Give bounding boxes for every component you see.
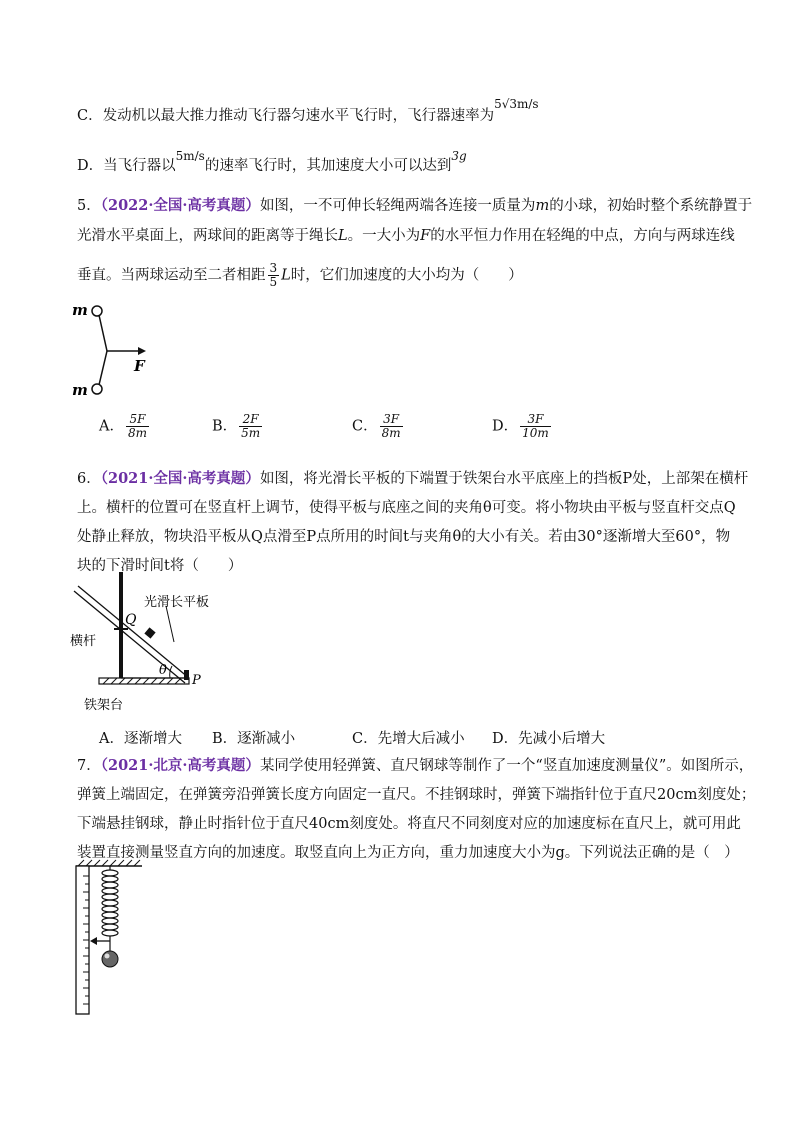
q5-ball-bottom [92,384,102,394]
q5-text-c: 光滑水平桌面上，两球间的距离等于绳长 [77,228,338,244]
q5-text-f: 垂直。当两球运动至二者相距 [77,267,266,284]
q7-spring [102,866,118,952]
q5-option-c-frac [380,413,403,440]
q5-figure [70,298,160,398]
q5-option-a-num: 5F [126,413,149,427]
q5-option-a [99,413,151,440]
q6-leader-board [166,606,174,642]
q5-option-a-label: A． [99,418,124,435]
q7-text-1: 某同学使用轻弹簧、直尺钢球等制作了一个“竖直加速度测量仪”。如图所示， [259,758,754,774]
q7-line2: 弹簧上端固定，在弹簧旁沿弹簧长度方向固定一直尺。不挂钢球时，弹簧下端指针位于直尺20cm刻度处； [77,787,756,803]
q6-line3: 处静止释放，物块沿平板从Q点滑至P点所用的时间t与夹角θ的大小有关。若由30°逐渐增大至60°，物 [77,529,731,545]
q5-L: L [338,228,348,244]
q5-line1 [77,196,752,216]
q5-fig-m-bottom: m [72,381,88,398]
q5-m: m [535,198,550,214]
q6-option-c: C．先增大后减小 [352,731,465,747]
q6-fig-bar: 横杆 [70,634,97,649]
q6-line2: 上。横杆的位置可在竖直杆上调节，使得平板与底座之间的夹角θ可变。将小物块由平板与竖直杆交点Q [77,500,736,516]
q6-option-d: D．先减小后增大 [492,731,606,747]
q4-option-d-value: 3g [451,149,467,163]
q5-option-b-num: 2F [239,413,262,427]
q5-option-b-frac [239,413,262,440]
q6-line4: 块的下滑时间t将（ ） [77,558,243,574]
q5-text-d: 。一大小为 [347,228,421,244]
q4-option-d-text-b: 的速率飞行时，其加速度大小可以达到 [204,158,452,174]
q4-option-d-speed: 5m/s [175,149,205,163]
q7-line4: 装置直接测量竖直方向的加速度。取竖直向上为正方向，重力加速度大小为g。下列说法正确的是（ ） [77,845,739,861]
q5-fraction [268,262,280,289]
q7-pointer-head [90,937,97,945]
q5-rope-bottom [99,351,107,385]
q7-line3: 下端悬挂钢球，静止时指针位于直尺40cm刻度处。将直尺不同刻度对应的加速度标在直尺上，就可用此 [77,816,741,832]
q5-option-d [492,413,553,440]
q6-block [144,627,155,638]
q6-fig-theta: θ [159,663,167,678]
q7-number: 7． [77,758,101,774]
q6-stop-plate [184,670,189,680]
q5-text-g: 时，它们加速度的大小均为（ ） [290,267,523,284]
q5-option-a-frac [126,413,149,440]
q5-text-e: 的水平恒力作用在轻绳的中点，方向与两球连线 [430,228,735,244]
q5-option-d-den: 10m [522,426,549,440]
q5-option-c-num: 3F [380,413,403,427]
q5-option-b [212,413,264,440]
q7-source: （2021·北京·高考真题） [100,757,260,774]
q6-source: （2021·全国·高考真题） [100,470,260,487]
q5-option-d-num: 3F [520,413,551,427]
q5-line3 [77,262,523,289]
q5-option-c-den: 8m [381,426,401,440]
q5-option-b-label: B． [212,418,238,435]
q6-fig-board: 光滑长平板 [144,595,210,610]
q5-text-a: 如图，一不可伸长轻绳两端各连接一质量为 [259,198,536,214]
q5-option-d-frac [520,413,551,440]
q6-fig-stand: 铁架台 [84,698,124,713]
q5-frac-L: L [281,267,291,284]
q5-option-a-den: 8m [127,426,147,440]
q6-number: 6． [77,471,101,487]
q4-option-c-value: 5√3m/s [494,97,539,111]
q5-option-c-label: C． [352,418,378,435]
q5-arrowhead [138,347,146,355]
q5-option-c [352,413,405,440]
q6-line1 [77,469,748,489]
q4-option-d-text-a: D．当飞行器以 [77,158,176,174]
q5-fig-m-top: m [72,301,88,319]
q5-F: F [420,228,431,244]
q7-steel-ball [102,951,118,967]
q6-fig-P: P [192,673,201,688]
q5-ball-top [92,306,102,316]
q7-ball-highlight [105,954,110,959]
q5-source: （2022·全国·高考真题） [100,197,260,214]
q7-line1 [77,756,753,776]
q4-option-c-text: C．发动机以最大推力推动飞行器匀速水平飞行时，飞行器速率为 [77,108,495,124]
q5-frac-num: 3 [269,261,278,275]
q5-line2 [77,226,735,246]
q5-text-b: 的小球，初始时整个系统静置于 [549,198,753,214]
q4-option-c [77,97,539,126]
q5-frac-den: 5 [269,275,278,289]
q6-text-1: 如图，将光滑长平板的下端置于铁架台水平底座上的挡板P处，上部架在横杆 [259,471,749,487]
q5-rope-top [99,315,107,351]
q6-figure [66,566,256,716]
q4-option-d [77,149,467,176]
q5-number: 5． [77,198,101,214]
q6-option-a: A．逐渐增大 [99,731,182,747]
q6-fig-Q: Q [125,612,137,628]
q7-figure [70,858,150,1018]
q5-option-b-den: 5m [241,426,261,440]
q6-option-b: B．逐渐减小 [212,731,296,747]
q5-option-d-label: D． [492,418,519,435]
q5-fig-F: F [134,357,145,375]
